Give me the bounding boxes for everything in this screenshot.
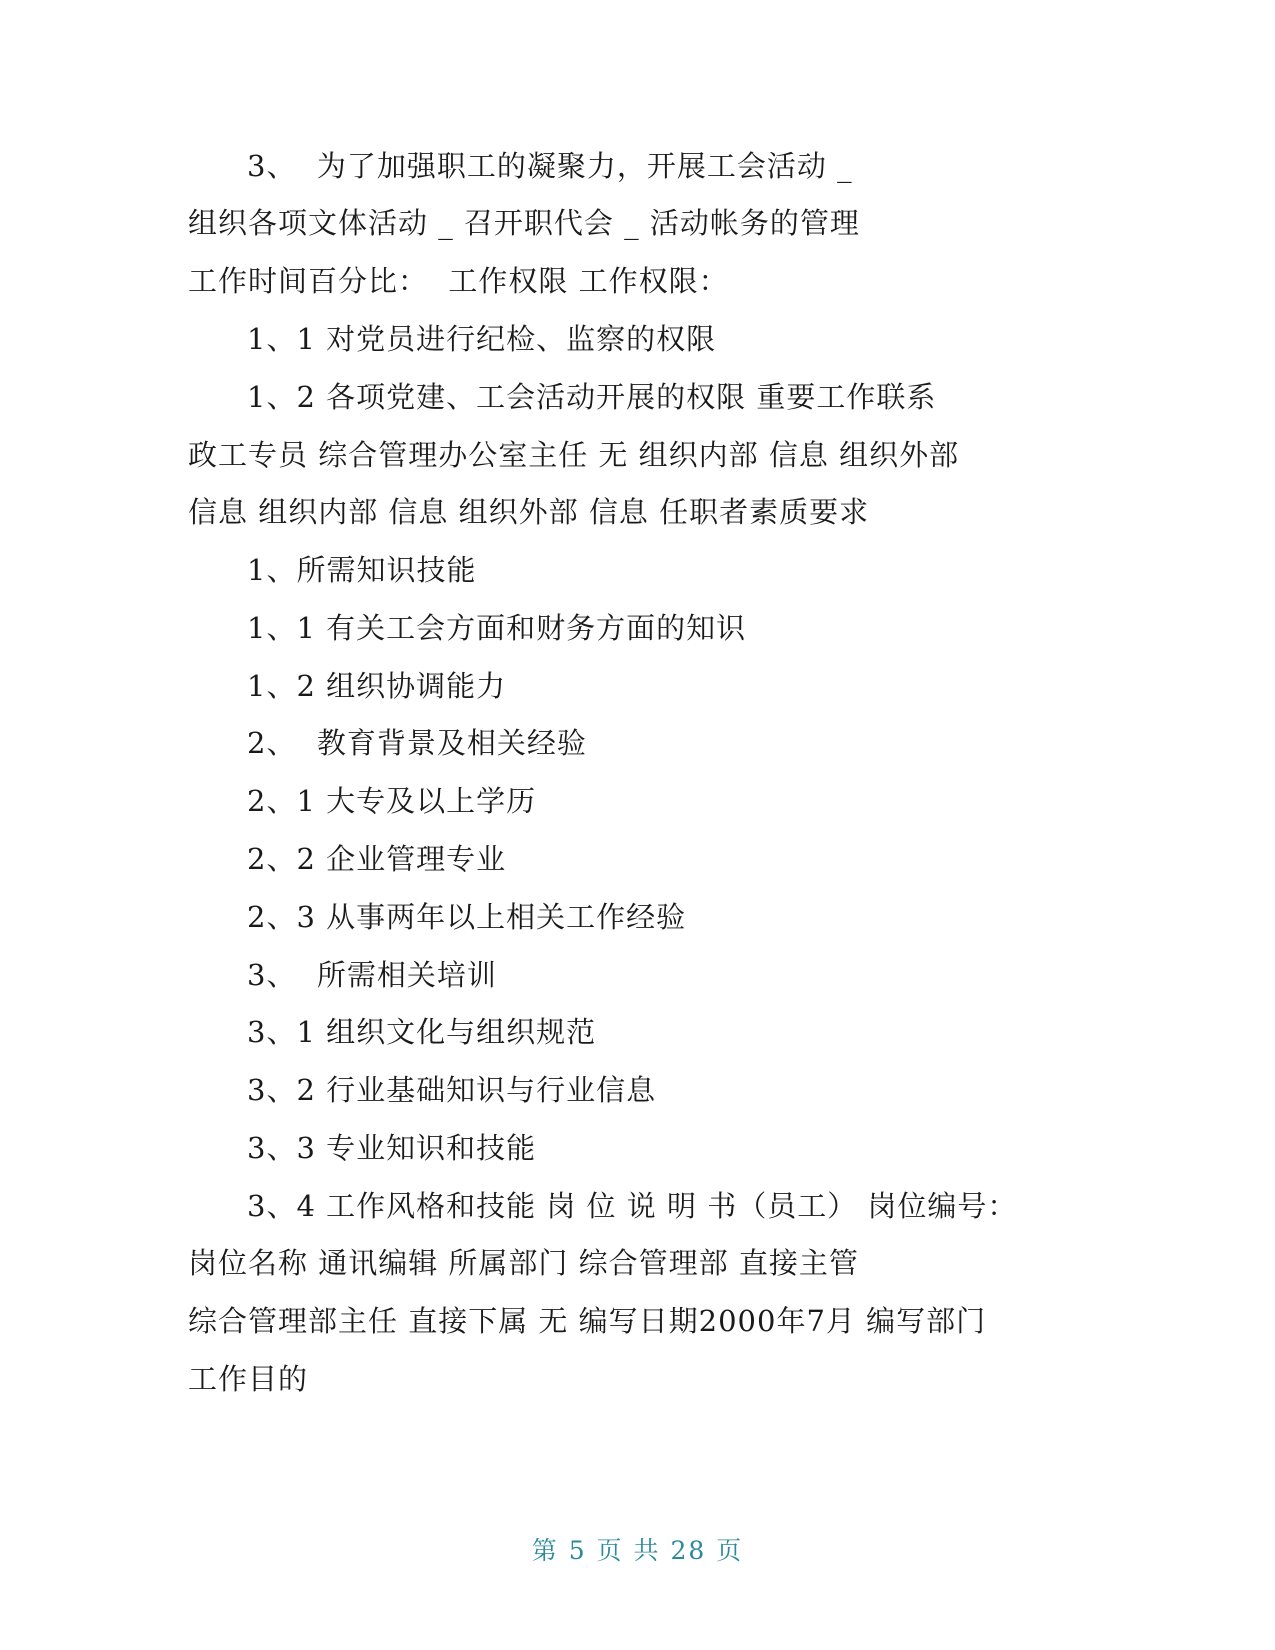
paragraph-line: 工作时间百分比： 工作权限 工作权限： xyxy=(188,264,729,298)
paragraph-line: 2、 教育背景及相关经验 xyxy=(247,726,587,760)
paragraph-line: 2、1 大专及以上学历 xyxy=(247,784,537,818)
paragraph-line: 2、2 企业管理专业 xyxy=(247,842,507,876)
paragraph-line: 综合管理部主任 直接下属 无 编写日期2000年7月 编写部门 xyxy=(188,1304,987,1338)
paragraph-line: 1、2 组织协调能力 xyxy=(247,669,507,703)
paragraph-line: 3、1 组织文化与组织规范 xyxy=(247,1015,597,1049)
paragraph-line: 工作目的 xyxy=(188,1362,309,1396)
paragraph-line: 1、所需知识技能 xyxy=(247,553,477,587)
paragraph-line: 3、2 行业基础知识与行业信息 xyxy=(247,1073,657,1107)
paragraph-line: 信息 组织内部 信息 组织外部 信息 任职者素质要求 xyxy=(188,495,870,529)
paragraph-line: 2、3 从事两年以上相关工作经验 xyxy=(247,900,687,934)
paragraph-line: 1、2 各项党建、工会活动开展的权限 重要工作联系 xyxy=(247,380,937,414)
paragraph-line: 政工专员 综合管理办公室主任 无 组织内部 信息 组织外部 xyxy=(188,438,960,472)
paragraph-line: 3、3 专业知识和技能 xyxy=(247,1131,537,1165)
paragraph-line: 1、1 对党员进行纪检、监察的权限 xyxy=(247,322,717,356)
page-footer: 第 5 页 共 28 页 xyxy=(531,1536,744,1565)
paragraph-line: 组织各项文体活动 _ 召开职代会 _ 活动帐务的管理 xyxy=(188,206,860,240)
paragraph-line: 3、 所需相关培训 xyxy=(247,958,497,992)
paragraph-line: 3、4 工作风格和技能 岗 位 说 明 书（员工） 岗位编号： xyxy=(247,1189,1018,1223)
paragraph-line: 岗位名称 通讯编辑 所属部门 综合管理部 直接主管 xyxy=(188,1246,859,1280)
paragraph-line: 3、 为了加强职工的凝聚力，开展工会活动 _ xyxy=(247,149,853,183)
paragraph-line: 1、1 有关工会方面和财务方面的知识 xyxy=(247,611,747,645)
